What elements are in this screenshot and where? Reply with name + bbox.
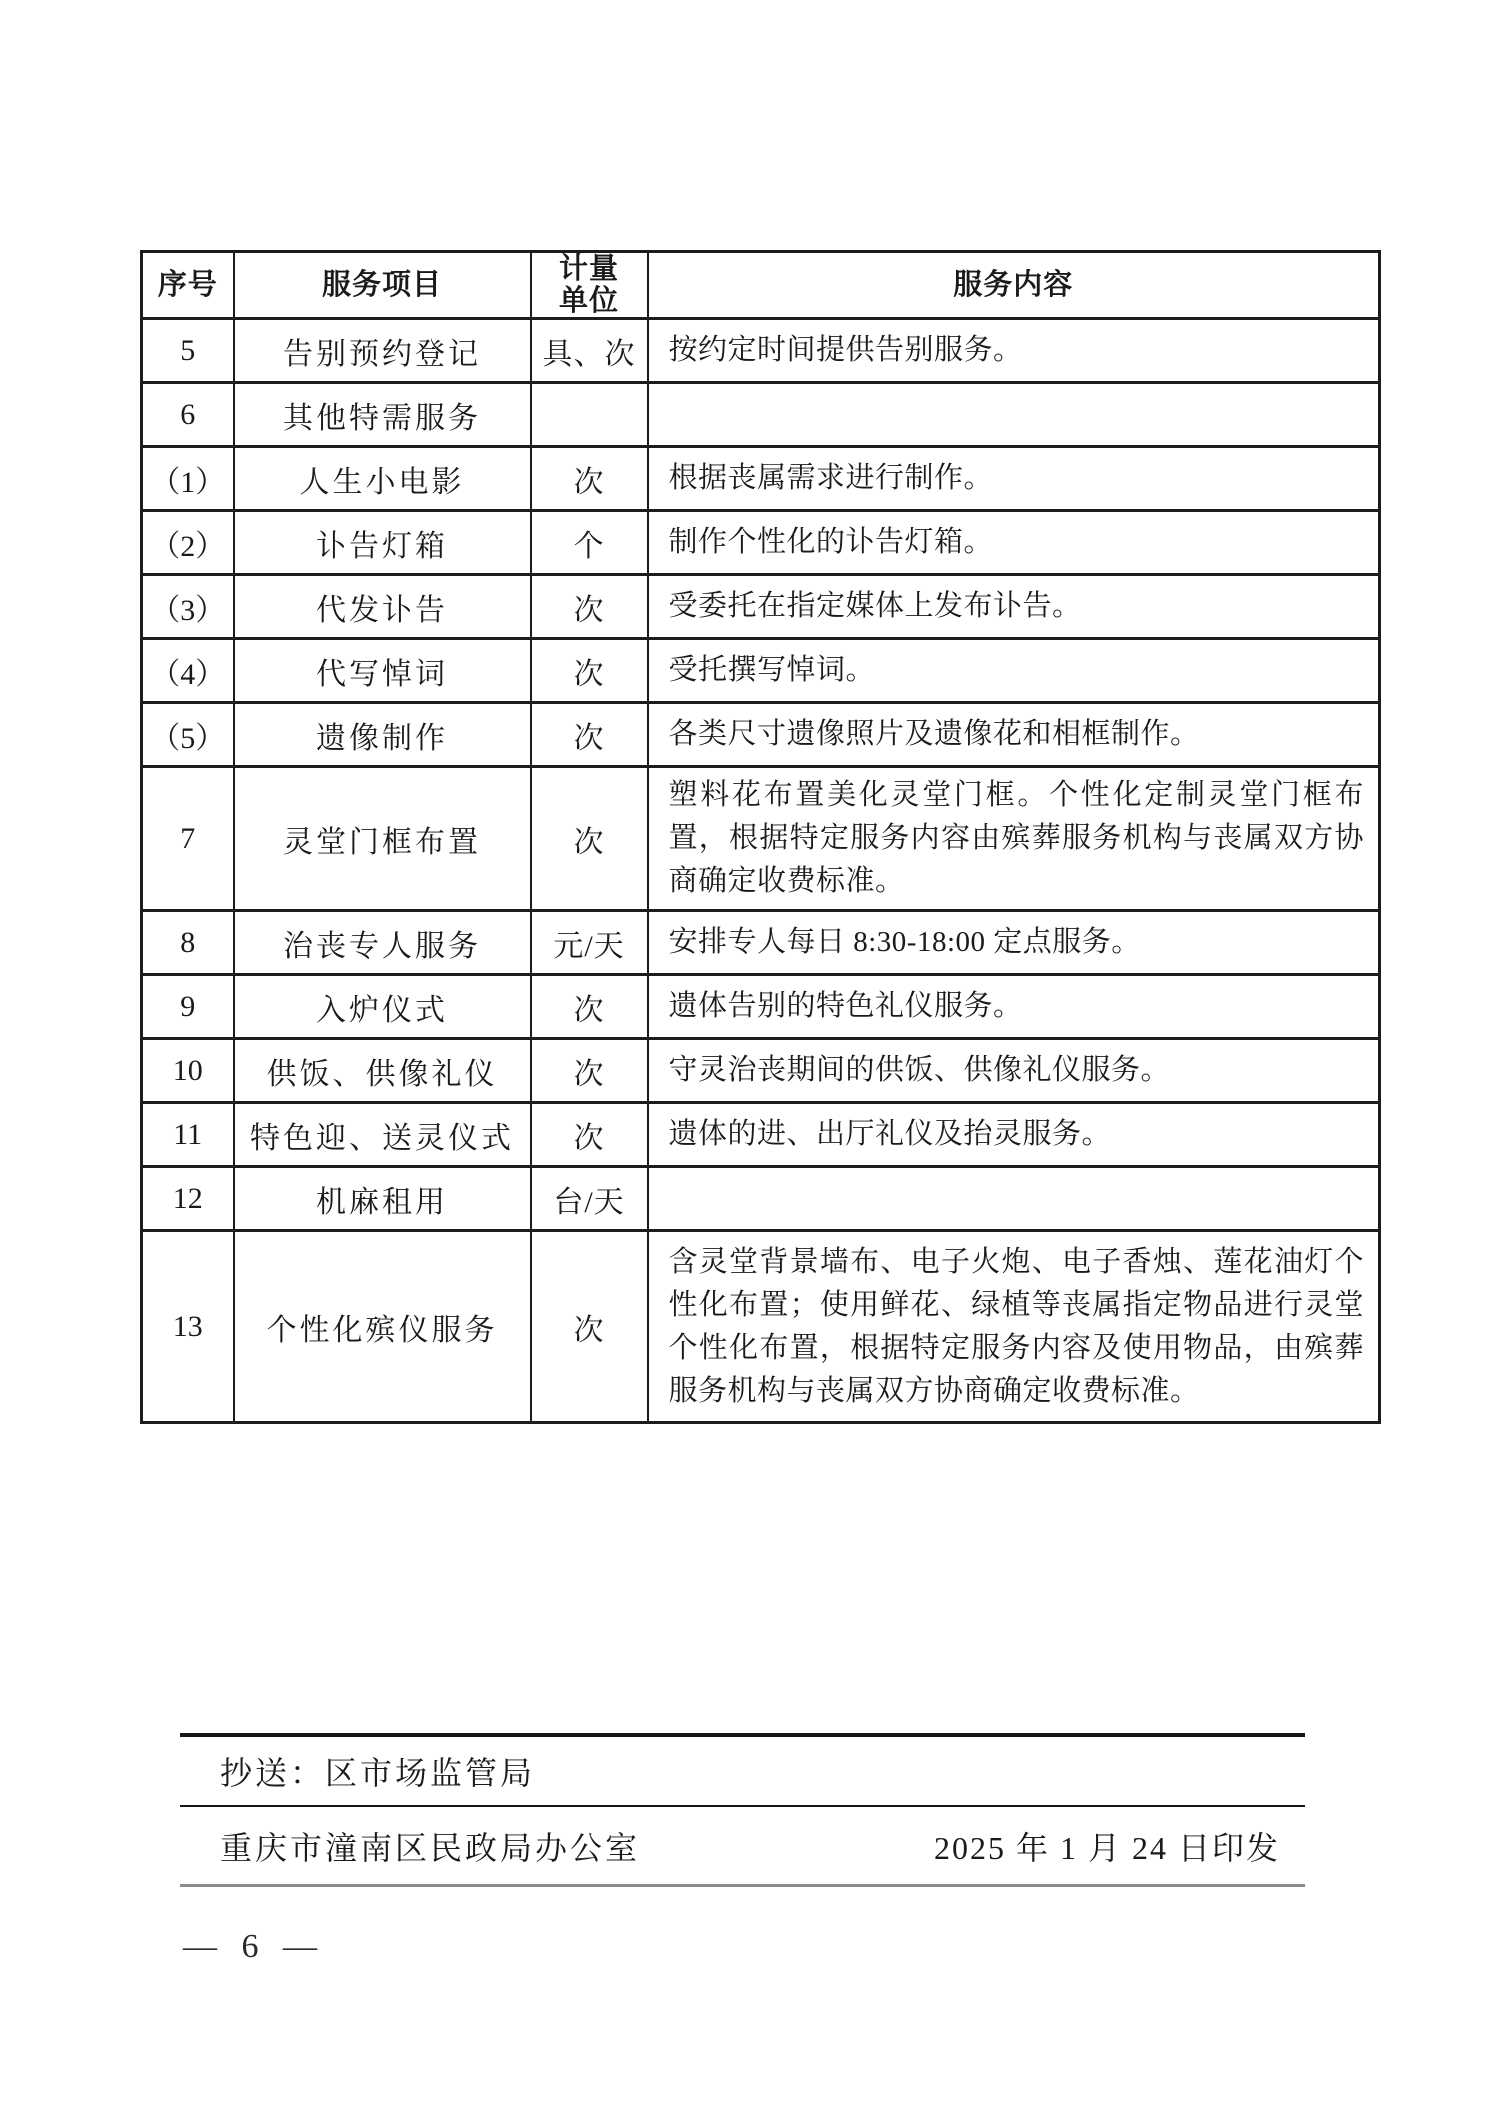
cell-no: 5 (142, 319, 234, 383)
cell-item: 其他特需服务 (234, 383, 531, 447)
table-row (142, 319, 1380, 383)
table-header-row (142, 252, 1380, 319)
cell-item: 治丧专人服务 (234, 911, 531, 975)
cell-content: 按约定时间提供告别服务。 (648, 319, 1380, 383)
table-row (142, 1103, 1380, 1167)
cell-unit: 次 (531, 447, 648, 511)
page-number: — 6 — (183, 1928, 325, 1965)
document-footer (180, 1733, 1305, 1887)
table-row (142, 975, 1380, 1039)
cell-content: 受委托在指定媒体上发布讣告。 (648, 575, 1380, 639)
cell-content: 塑料花布置美化灵堂门框。个性化定制灵堂门框布置，根据特定服务内容由殡葬服务机构与丧属双方协商确定收费标准。 (648, 767, 1380, 911)
cell-unit: 次 (531, 1039, 648, 1103)
cell-no: 8 (142, 911, 234, 975)
cell-content: 受托撰写悼词。 (648, 639, 1380, 703)
table-row (142, 1039, 1380, 1103)
cell-no: 12 (142, 1167, 234, 1231)
cell-item: 个性化殡仪服务 (234, 1231, 531, 1423)
cell-item: 机麻租用 (234, 1167, 531, 1231)
cell-unit: 次 (531, 1231, 648, 1423)
column-header-unit-text: 计量单位 (558, 253, 619, 317)
table-row (142, 383, 1380, 447)
cell-no: （4） (142, 639, 234, 703)
cell-item: 特色迎、送灵仪式 (234, 1103, 531, 1167)
table-row (142, 1231, 1380, 1423)
table-row (142, 911, 1380, 975)
cell-unit: 元/天 (531, 911, 648, 975)
cell-no: （2） (142, 511, 234, 575)
cell-content: 含灵堂背景墙布、电子火炮、电子香烛、莲花油灯个性化布置；使用鲜花、绿植等丧属指定物品进行灵堂个性化布置，根据特定服务内容及使用物品，由殡葬服务机构与丧属双方协商确定收费标准。 (648, 1231, 1380, 1423)
cell-content: 遗体告别的特色礼仪服务。 (648, 975, 1380, 1039)
service-table (140, 250, 1381, 1424)
table-row (142, 703, 1380, 767)
column-header-item: 服务项目 (234, 252, 531, 319)
cell-item: 供饭、供像礼仪 (234, 1039, 531, 1103)
cell-unit: 次 (531, 1103, 648, 1167)
cell-item: 灵堂门框布置 (234, 767, 531, 911)
cell-content: 遗体的进、出厅礼仪及抬灵服务。 (648, 1103, 1380, 1167)
cell-content (648, 1167, 1380, 1231)
cell-no: 7 (142, 767, 234, 911)
table-row (142, 511, 1380, 575)
cell-no: （1） (142, 447, 234, 511)
issuer-text: 重庆市潼南区民政局办公室 (220, 1829, 641, 1866)
cell-item: 代发讣告 (234, 575, 531, 639)
cell-content (648, 383, 1380, 447)
cell-no: 11 (142, 1103, 234, 1167)
cell-item: 讣告灯箱 (234, 511, 531, 575)
cell-item: 告别预约登记 (234, 319, 531, 383)
cell-unit: 台/天 (531, 1167, 648, 1231)
cell-unit: 次 (531, 639, 648, 703)
table-row (142, 447, 1380, 511)
cell-unit: 次 (531, 975, 648, 1039)
cell-no: 10 (142, 1039, 234, 1103)
cell-unit: 次 (531, 767, 648, 911)
table-row (142, 1167, 1380, 1231)
cell-no: （3） (142, 575, 234, 639)
table-row (142, 639, 1380, 703)
column-header-unit (531, 252, 648, 319)
column-header-no: 序号 (142, 252, 234, 319)
cell-unit (531, 383, 648, 447)
cell-no: 9 (142, 975, 234, 1039)
cell-content: 各类尺寸遗像照片及遗像花和相框制作。 (648, 703, 1380, 767)
table-row (142, 575, 1380, 639)
cell-item: 人生小电影 (234, 447, 531, 511)
issuer-row (180, 1807, 1305, 1887)
table-row (142, 767, 1380, 911)
cell-item: 遗像制作 (234, 703, 531, 767)
cell-unit: 具、次 (531, 319, 648, 383)
cell-content: 守灵治丧期间的供饭、供像礼仪服务。 (648, 1039, 1380, 1103)
cell-item: 入炉仪式 (234, 975, 531, 1039)
cell-content: 安排专人每日 8:30-18:00 定点服务。 (648, 911, 1380, 975)
print-date-text: 2025 年 1 月 24 日印发 (933, 1829, 1280, 1866)
cell-content: 制作个性化的讣告灯箱。 (648, 511, 1380, 575)
cell-unit: 次 (531, 575, 648, 639)
cc-row (180, 1737, 1305, 1807)
cell-unit: 个 (531, 511, 648, 575)
cell-unit: 次 (531, 703, 648, 767)
cell-item: 代写悼词 (234, 639, 531, 703)
cell-content: 根据丧属需求进行制作。 (648, 447, 1380, 511)
cell-no: 6 (142, 383, 234, 447)
column-header-content: 服务内容 (648, 252, 1380, 319)
cell-no: （5） (142, 703, 234, 767)
cell-no: 13 (142, 1231, 234, 1423)
cc-text: 抄送：区市场监管局 (220, 1755, 536, 1791)
